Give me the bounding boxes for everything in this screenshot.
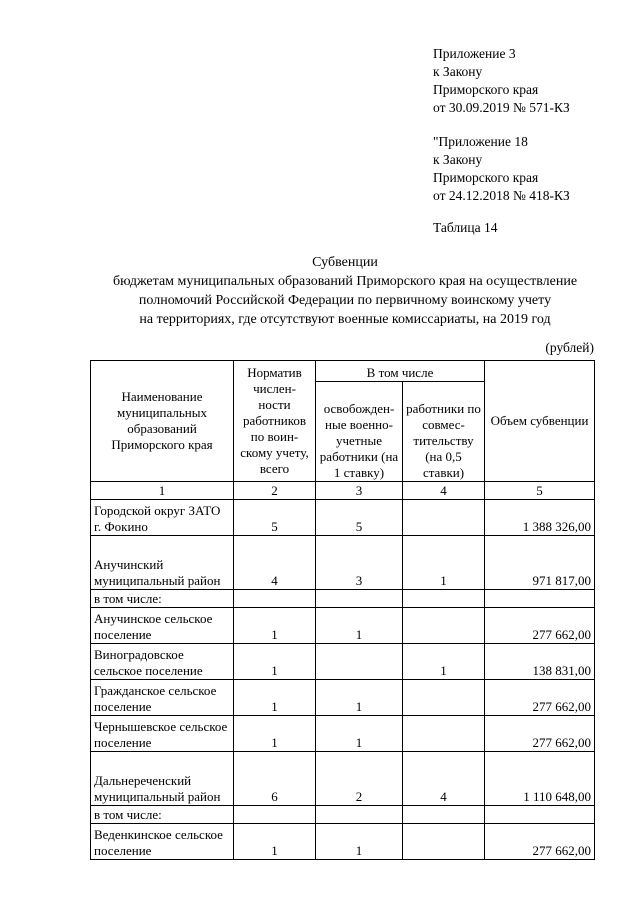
cell-part (403, 590, 485, 608)
cell-part (403, 680, 485, 716)
cell-norm: 6 (234, 752, 316, 806)
cell-norm: 1 (234, 644, 316, 680)
header-freed-workers: освобожден- ные военно- учетные работники (на 1 ставку) (316, 382, 403, 482)
cell-norm: 1 (234, 824, 316, 860)
table-number: Таблица 14 (433, 220, 498, 235)
cell-part (403, 824, 485, 860)
cell-freed: 1 (316, 716, 403, 752)
cell-norm: 1 (234, 608, 316, 644)
attachment-line: Приложение 3 (433, 46, 516, 61)
cell-norm: 4 (234, 536, 316, 590)
header-part-time-workers: работники по совмес- тительству (на 0,5 ставки) (403, 382, 485, 482)
attachment-18-header (433, 133, 570, 205)
cell-freed: 3 (316, 536, 403, 590)
cell-volume: 1 388 326,00 (485, 500, 595, 536)
header-including: В том числе (316, 361, 485, 382)
attachment-line: Приморского края (433, 82, 539, 97)
cell-name: Гражданское сельское поселение (91, 680, 234, 716)
cell-volume: 277 662,00 (485, 608, 595, 644)
table-row (91, 500, 595, 536)
table-row (91, 536, 595, 590)
cell-freed: 1 (316, 680, 403, 716)
cell-part: 1 (403, 644, 485, 680)
cell-part (403, 608, 485, 644)
cell-norm: 1 (234, 680, 316, 716)
attachment-line: от 30.09.2019 № 571-КЗ (433, 100, 570, 115)
cell-freed: 2 (316, 752, 403, 806)
title-line: Субвенции (312, 255, 378, 270)
cell-volume: 277 662,00 (485, 680, 595, 716)
cell-volume: 277 662,00 (485, 716, 595, 752)
header-name: Наименование муниципальных образований Приморского края (91, 361, 234, 482)
cell-part: 1 (403, 536, 485, 590)
table-row (91, 716, 595, 752)
cell-norm: 1 (234, 716, 316, 752)
cell-freed: 5 (316, 500, 403, 536)
col-number: 3 (316, 482, 403, 500)
cell-volume (485, 806, 595, 824)
cell-freed (316, 644, 403, 680)
title-line: на территориях, где отсутствуют военные комиссариаты, на 2019 год (139, 312, 551, 327)
attachment-line: к Закону (433, 152, 483, 167)
header-norm: Норматив числен- ности работников по воин- скому учету, всего (234, 361, 316, 482)
cell-volume: 138 831,00 (485, 644, 595, 680)
attachment-3-header (433, 45, 570, 117)
table-row (91, 806, 595, 824)
cell-name: Веденкинское сельское поселение (91, 824, 234, 860)
col-number: 1 (91, 482, 234, 500)
cell-volume: 277 662,00 (485, 824, 595, 860)
header-volume: Объем субвенции (485, 361, 595, 482)
cell-norm: 5 (234, 500, 316, 536)
document-title (0, 253, 640, 329)
col-number: 2 (234, 482, 316, 500)
table-row (91, 608, 595, 644)
title-line: бюджетам муниципальных образований Приморского края на осуществление (112, 274, 578, 289)
units-label: (рублей) (545, 340, 594, 355)
cell-part (403, 716, 485, 752)
table-row (91, 590, 595, 608)
cell-volume: 971 817,00 (485, 536, 595, 590)
attachment-line: к Закону (433, 64, 483, 79)
cell-name: Городской округ ЗАТО г. Фокино (91, 500, 234, 536)
table-row (91, 680, 595, 716)
attachment-line: "Приложение 18 (433, 134, 528, 149)
table-row (91, 824, 595, 860)
cell-volume: 1 110 648,00 (485, 752, 595, 806)
cell-name: Анучинский муниципальный район (91, 536, 234, 590)
title-line: полномочий Российской Федерации по первичному воинскому учету (138, 293, 552, 308)
cell-part (403, 806, 485, 824)
cell-part (403, 500, 485, 536)
cell-norm (234, 806, 316, 824)
cell-part: 4 (403, 752, 485, 806)
cell-name: в том числе: (91, 806, 234, 824)
attachment-line: от 24.12.2018 № 418-КЗ (433, 188, 570, 203)
cell-name: Анучинское сельское поселение (91, 608, 234, 644)
cell-name: Виноградовское сельское поселение (91, 644, 234, 680)
col-number: 4 (403, 482, 485, 500)
cell-freed: 1 (316, 608, 403, 644)
cell-norm (234, 590, 316, 608)
cell-freed (316, 590, 403, 608)
col-number: 5 (485, 482, 595, 500)
cell-name: в том числе: (91, 590, 234, 608)
subvention-table (90, 360, 595, 860)
cell-freed (316, 806, 403, 824)
cell-volume (485, 590, 595, 608)
table-row (91, 752, 595, 806)
cell-freed: 1 (316, 824, 403, 860)
cell-name: Дальнереченский муниципальный район (91, 752, 234, 806)
cell-name: Чернышевское сельское поселение (91, 716, 234, 752)
table-row (91, 644, 595, 680)
attachment-line: Приморского края (433, 170, 539, 185)
